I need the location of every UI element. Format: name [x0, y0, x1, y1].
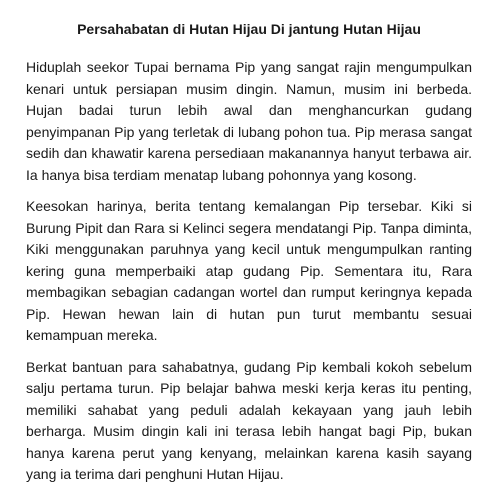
- paragraph-2: Keesokan harinya, berita tentang kemalangan Pip tersebar. Kiki si Burung Pipit dan Rara si Kelinci segera mendatangi Pip. Tanpa diminta, Kiki menggunakan paruhnya yang kecil untuk mengumpulkan ranting kering guna memperbaiki atap gudang Pip. Sementara itu, Rara membagikan sebagian cadangan wortel dan rumput keringnya kepada Pip. Hewan hewan lain di hutan pun turut membantu sesuai kemampuan mereka.: [26, 198, 472, 343]
- document-page: [26, 0, 472, 482]
- paragraph-3: Berkat bantuan para sahabatnya, gudang Pip kembali kokoh sebelum salju pertama turun. Pip belajar bahwa meski kerja keras itu penting, memiliki sahabat yang peduli adalah kekayaan yang jauh lebih berharga. Musim dingin kali ini terasa lebih hangat bagi Pip, bukan hanya karena perut yang kenyang, melainkan karena kasih sayang yang ia terima dari penghuni Hutan Hijau.: [26, 358, 472, 482]
- paragraph-1: Hiduplah seekor Tupai bernama Pip yang sangat rajin mengumpulkan kenari untuk persiapan musim dingin. Namun, musim ini berbeda. Hujan badai turun lebih awal dan menghancurkan gudang penyimpanan Pip yang terletak di lubang pohon tua. Pip merasa sangat sedih dan khawatir karena persediaan makanannya hanyut terbawa air. Ia hanya bisa terdiam menatap lubang pohonnya yang kosong.: [26, 59, 472, 183]
- document-title: Persahabatan di Hutan Hijau Di jantung Hutan Hijau: [77, 21, 421, 37]
